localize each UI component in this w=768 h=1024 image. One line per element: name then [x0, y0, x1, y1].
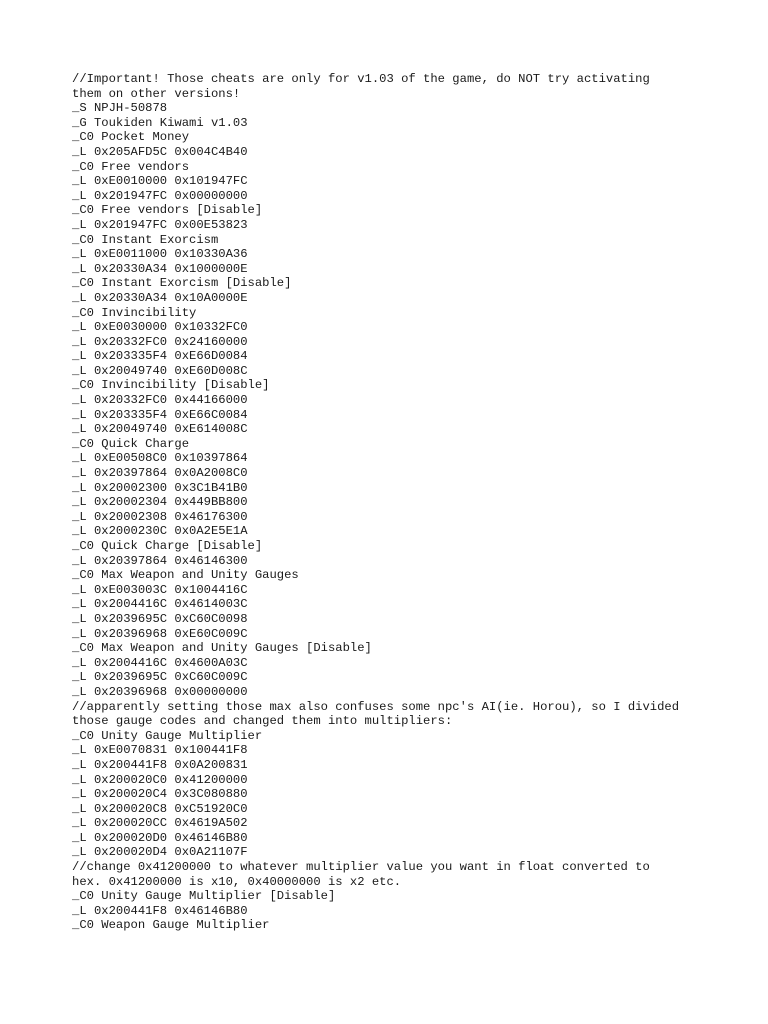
- text-line: _L 0x200020D0 0x46146B80: [72, 830, 248, 845]
- text-line: _L 0x2039695C 0xC60C009C: [72, 670, 248, 685]
- text-line: _C0 Max Weapon and Unity Gauges [Disable]: [72, 641, 372, 656]
- text-line: _L 0x20396968 0xE60C009C: [72, 626, 248, 641]
- text-line: _C0 Pocket Money: [72, 130, 190, 145]
- text-line: _C0 Invincibility: [72, 305, 197, 320]
- text-line: _L 0x201947FC 0x00E53823: [72, 217, 248, 232]
- text-line: _L 0x205AFD5C 0x004C4B40: [72, 144, 248, 159]
- text-line: _G Toukiden Kiwami v1.03: [72, 115, 248, 130]
- text-line: _L 0xE0010000 0x101947FC: [72, 174, 248, 189]
- text-line: _L 0x20002304 0x449BB800: [72, 495, 248, 510]
- text-line: _L 0x2000230C 0x0A2E5E1A: [72, 524, 248, 539]
- text-line: _L 0xE003003C 0x1004416C: [72, 582, 248, 597]
- text-line: _L 0x203335F4 0xE66C0084: [72, 407, 248, 422]
- text-line: _C0 Instant Exorcism [Disable]: [72, 276, 292, 291]
- text-line: _L 0x20330A34 0x10A0000E: [72, 290, 248, 305]
- text-line: _L 0x2039695C 0xC60C0098: [72, 611, 248, 626]
- text-line: _L 0x2004416C 0x4600A03C: [72, 655, 248, 670]
- text-line: _L 0xE0011000 0x10330A36: [72, 247, 248, 262]
- text-line: _L 0x20332FC0 0x24160000: [72, 334, 248, 349]
- text-line: _C0 Instant Exorcism: [72, 232, 219, 247]
- document-text: [72, 72, 712, 933]
- text-line: _L 0x20049740 0xE60D008C: [72, 363, 248, 378]
- text-line: _L 0x200020C8 0xC51920C0: [72, 801, 248, 816]
- text-line: _L 0x200020C4 0x3C080880: [72, 787, 248, 802]
- text-line: hex. 0x41200000 is x10, 0x40000000 is x2 etc.: [72, 874, 402, 889]
- text-line: _L 0x20332FC0 0x44166000: [72, 393, 248, 408]
- text-line: them on other versions!: [72, 86, 241, 101]
- text-line: _L 0x203335F4 0xE66D0084: [72, 349, 248, 364]
- text-line: _L 0x20002300 0x3C1B41B0: [72, 480, 248, 495]
- text-line: _C0 Weapon Gauge Multiplier: [72, 918, 270, 933]
- text-line: //change 0x41200000 to whatever multiplier value you want in float converted to: [72, 860, 650, 875]
- text-line: //apparently setting those max also confuses some npc's AI(ie. Horou), so I divided: [72, 699, 680, 714]
- text-line: //Important! Those cheats are only for v1.03 of the game, do NOT try activating: [72, 72, 650, 86]
- text-line: _L 0xE00508C0 0x10397864: [72, 451, 248, 466]
- text-line: _L 0x2004416C 0x4614003C: [72, 597, 248, 612]
- text-line: _L 0x200020CC 0x4619A502: [72, 816, 248, 831]
- text-line: _C0 Quick Charge: [72, 436, 190, 451]
- text-line: _L 0x20002308 0x46176300: [72, 509, 248, 524]
- text-line: _L 0x200441F8 0x0A200831: [72, 757, 248, 772]
- text-line: _L 0xE0070831 0x100441F8: [72, 743, 248, 758]
- text-line: _C0 Invincibility [Disable]: [72, 378, 270, 393]
- text-line: _L 0x20397864 0x0A2008C0: [72, 466, 248, 481]
- text-line: _C0 Quick Charge [Disable]: [72, 539, 263, 553]
- text-line: _L 0x20397864 0x46146300: [72, 553, 248, 568]
- text-line: _C0 Max Weapon and Unity Gauges: [72, 568, 299, 583]
- text-line: _C0 Free vendors: [72, 159, 190, 174]
- text-line: _C0 Unity Gauge Multiplier [Disable]: [72, 889, 336, 904]
- text-line: those gauge codes and changed them into multipliers:: [72, 714, 453, 729]
- text-line: _C0 Unity Gauge Multiplier: [72, 728, 263, 743]
- text-line: _C0 Free vendors [Disable]: [72, 203, 263, 218]
- text-line: _S NPJH-50878: [72, 101, 168, 116]
- text-line: _L 0x201947FC 0x00000000: [72, 188, 248, 203]
- text-line: _L 0x200020C0 0x41200000: [72, 772, 248, 787]
- text-line: _L 0x200020D4 0x0A21107F: [72, 845, 248, 860]
- text-line: _L 0xE0030000 0x10332FC0: [72, 320, 248, 335]
- text-line: _L 0x20049740 0xE614008C: [72, 422, 248, 437]
- text-line: _L 0x200441F8 0x46146B80: [72, 903, 248, 918]
- text-line: _L 0x20396968 0x00000000: [72, 684, 248, 699]
- text-line: _L 0x20330A34 0x1000000E: [72, 261, 248, 276]
